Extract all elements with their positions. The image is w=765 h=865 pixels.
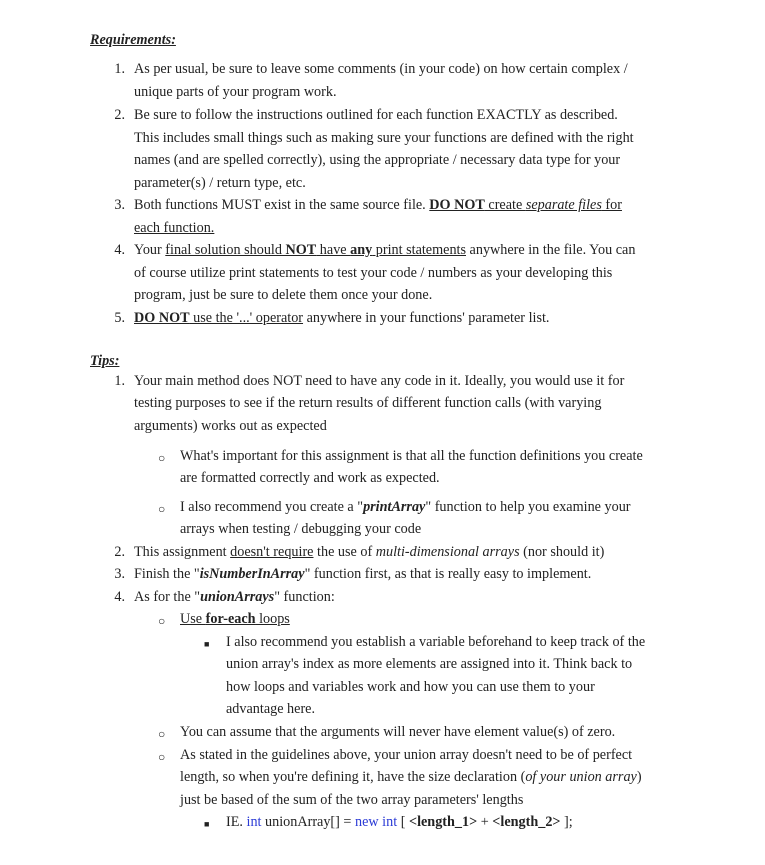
list-item-text: names (and are spelled correctly), using the appropriate / necessary data type for your: [134, 152, 621, 168]
square-bullet-icon: ■: [204, 639, 210, 649]
code-example: IE. int unionArray[] = new int [ <length_1> + <length_2> ];: [226, 814, 573, 830]
list-item-text: This assignment doesn't require the use of multi-dimensional arrays (nor should it): [134, 544, 605, 560]
list-item-text: advantage here.: [226, 701, 316, 717]
requirements-heading: Requirements:: [90, 32, 176, 48]
list-number: 3.: [114, 197, 125, 213]
square-bullet-icon: ■: [204, 819, 210, 829]
list-item-text: I also recommend you create a "printArray" function to help you examine your: [180, 499, 631, 515]
tips-heading: Tips:: [90, 353, 120, 369]
list-item-text: are formatted correctly and work as expected.: [180, 470, 440, 486]
circle-bullet-icon: ○: [158, 727, 166, 741]
list-item-text: how loops and variables work and how you can use them to your: [226, 679, 595, 695]
list-item-text: As stated in the guidelines above, your union array doesn't need to be of perfect: [180, 747, 633, 763]
list-item-text: length, so when you're defining it, have the size declaration (of your union array): [180, 769, 642, 785]
circle-bullet-icon: ○: [158, 502, 166, 516]
list-item-text: unique parts of your program work.: [134, 84, 337, 100]
list-number: 5.: [114, 310, 125, 326]
list-item-text: Use for-each loops: [180, 611, 290, 627]
list-number: 4.: [114, 589, 125, 605]
list-item-text: Your main method does NOT need to have any code in it. Ideally, you would use it for: [134, 373, 625, 389]
list-item-text: just be based of the sum of the two array parameters' lengths: [180, 792, 524, 808]
list-item-text: program, just be sure to delete them once your done.: [134, 287, 433, 303]
list-item-text: As for the "unionArrays" function:: [134, 589, 335, 605]
list-item-text: arrays when testing / debugging your code: [180, 521, 422, 537]
list-number: 2.: [114, 544, 125, 560]
list-item-text: This includes small things such as making sure your functions are defined with the right: [134, 130, 634, 146]
list-item-text: DO NOT use the '...' operator anywhere in your functions' parameter list.: [134, 310, 550, 326]
list-number: 1.: [114, 61, 125, 77]
circle-bullet-icon: ○: [158, 451, 166, 465]
list-item-text: As per usual, be sure to leave some comments (in your code) on how certain complex /: [134, 61, 628, 77]
list-number: 2.: [114, 107, 125, 123]
list-item-text: Both functions MUST exist in the same source file. DO NOT create separate files for: [134, 197, 622, 213]
list-item-text: testing purposes to see if the return results of different function calls (with varying: [134, 395, 602, 411]
list-number: 1.: [114, 373, 125, 389]
circle-bullet-icon: ○: [158, 614, 166, 628]
list-item-text: each function.: [134, 220, 215, 236]
list-item-text: Finish the "isNumberInArray" function first, as that is really easy to implement.: [134, 566, 592, 582]
list-number: 3.: [114, 566, 125, 582]
list-item-text: I also recommend you establish a variable beforehand to keep track of the: [226, 634, 646, 650]
list-item-text: Be sure to follow the instructions outlined for each function EXACTLY as described.: [134, 107, 618, 123]
list-number: 4.: [114, 242, 125, 258]
list-item-text: arguments) works out as expected: [134, 418, 327, 434]
list-item-text: You can assume that the arguments will never have element value(s) of zero.: [180, 724, 616, 740]
list-item-text: What's important for this assignment is that all the function definitions you create: [180, 448, 643, 464]
list-item-text: Your final solution should NOT have any print statements anywhere in the file. You can: [134, 242, 636, 258]
list-item-text: of course utilize print statements to test your code / numbers as your developing this: [134, 265, 613, 281]
circle-bullet-icon: ○: [158, 750, 166, 764]
list-item-text: union array's index as more elements are assigned into it. Think back to: [226, 656, 633, 672]
list-item-text: parameter(s) / return type, etc.: [134, 175, 306, 191]
